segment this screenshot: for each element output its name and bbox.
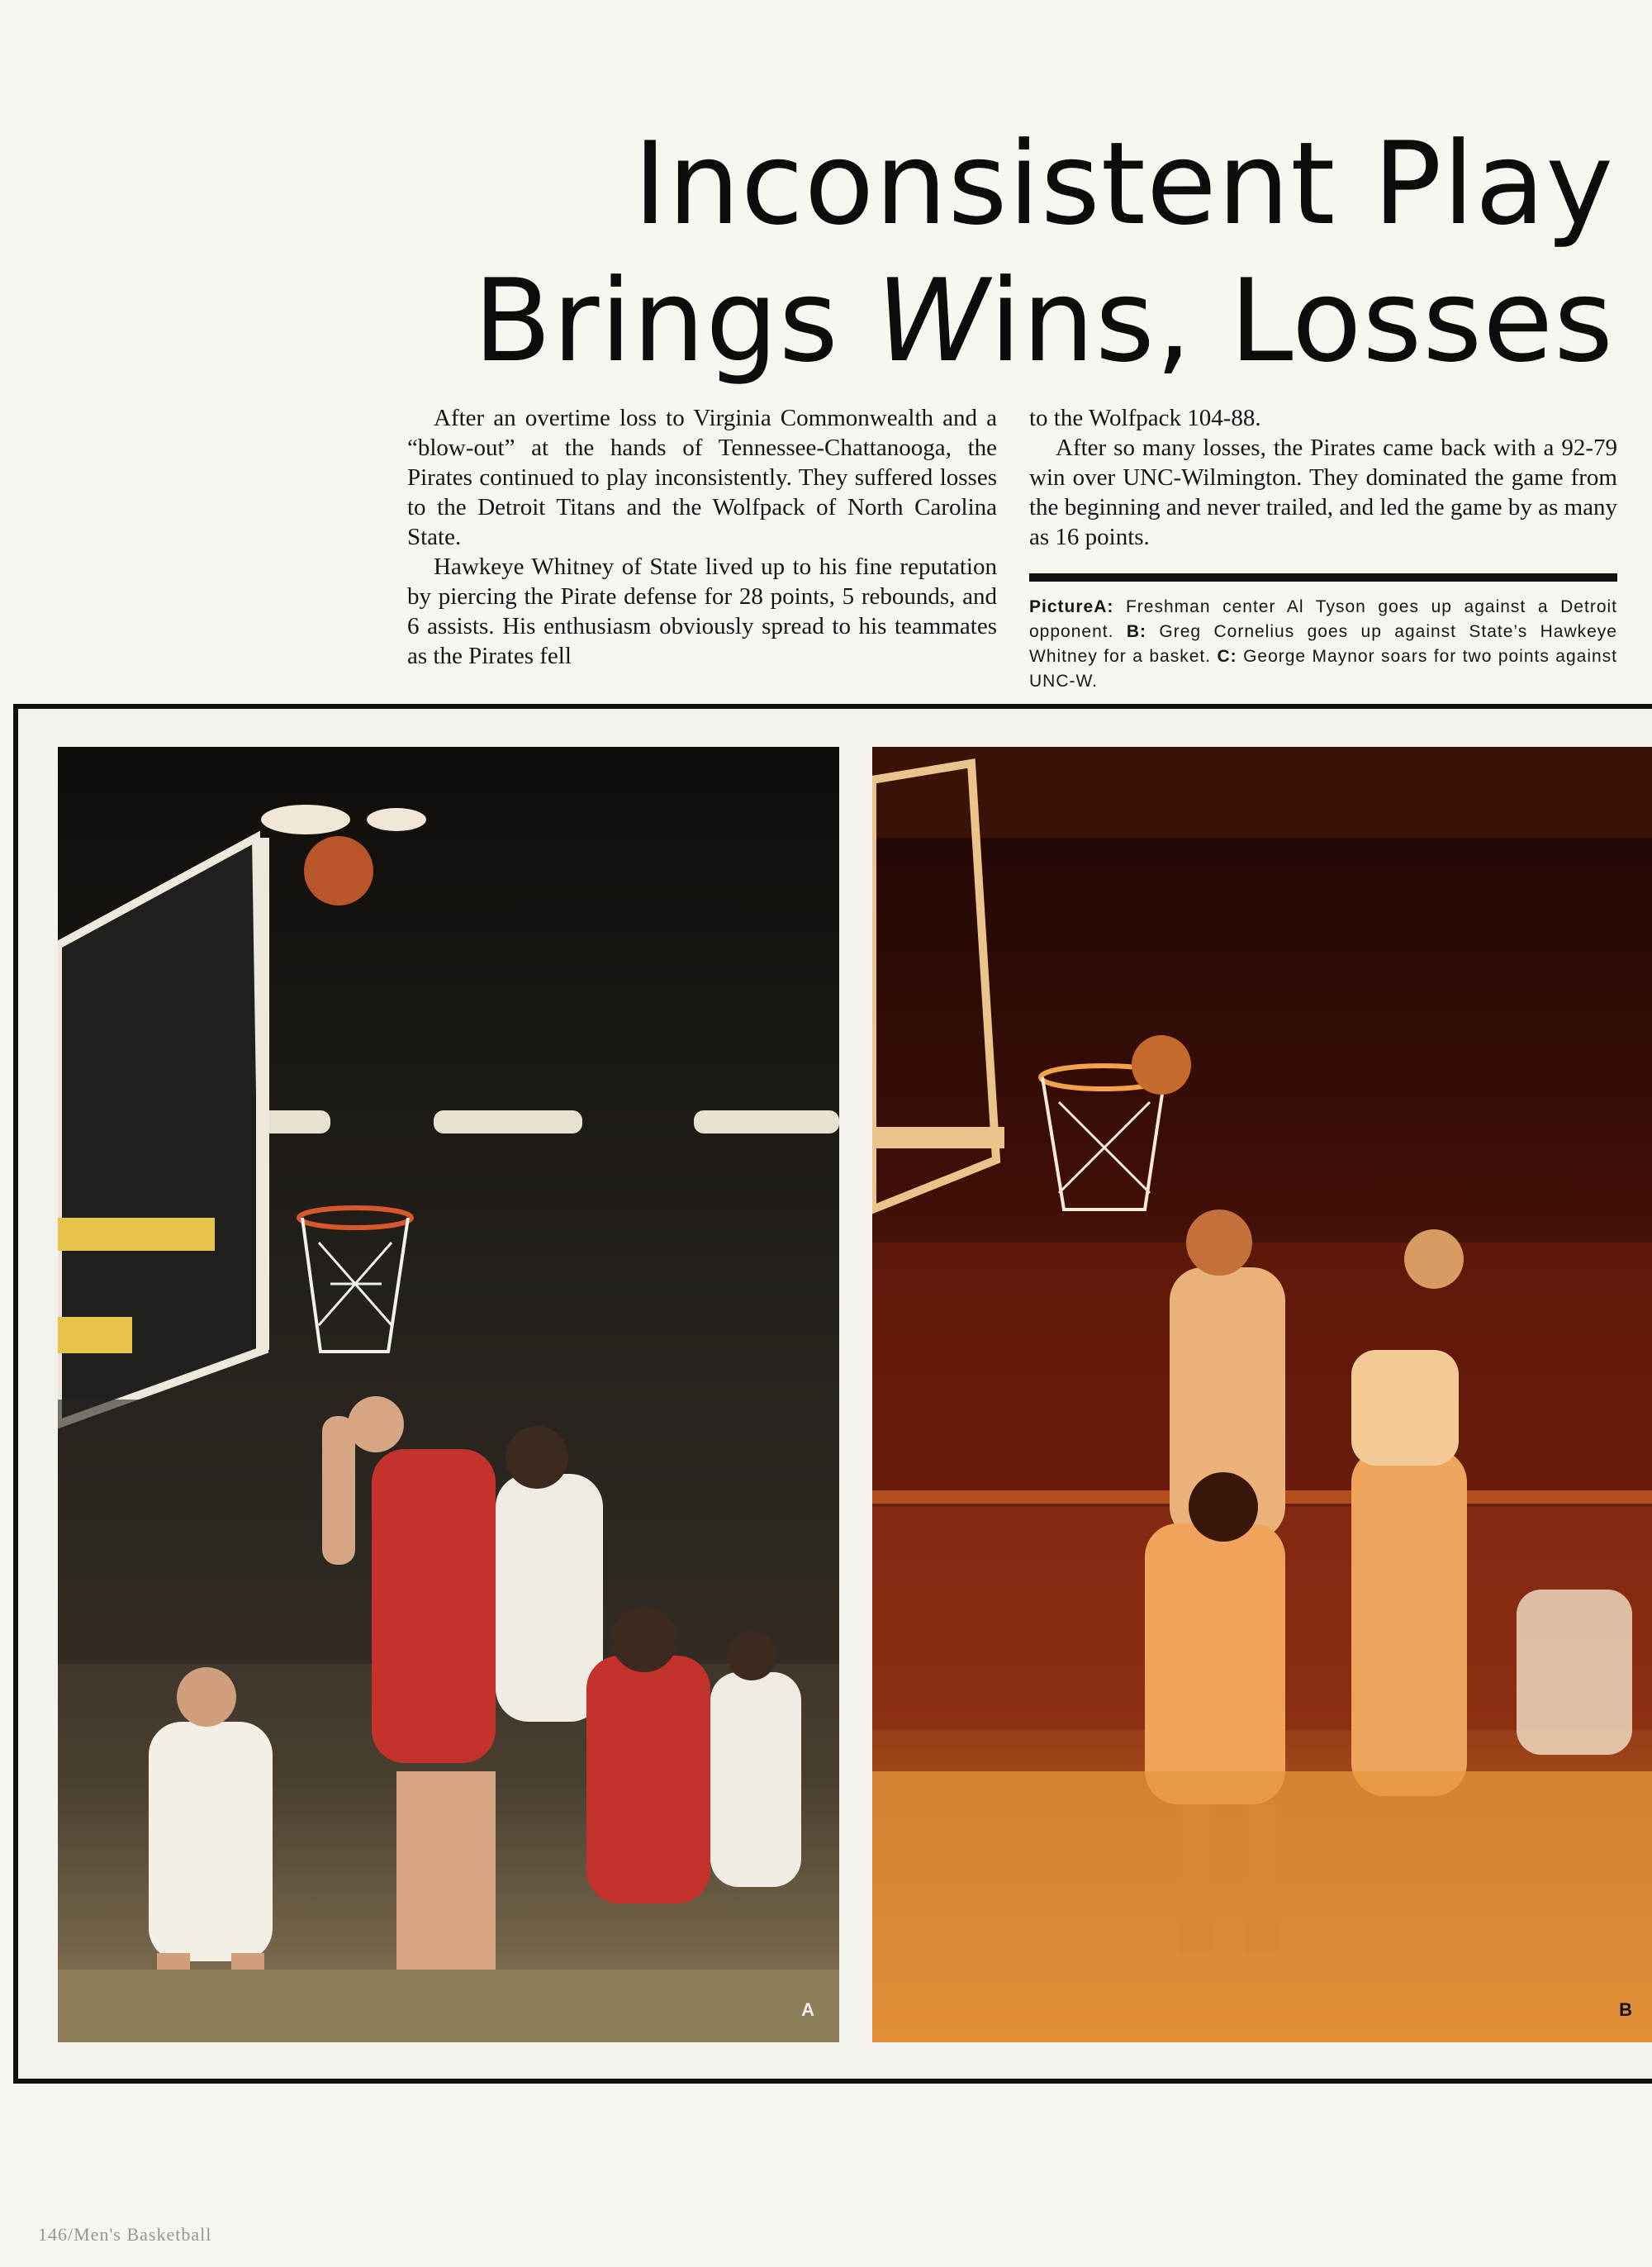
headline-line-2-start: Brings <box>473 254 876 387</box>
article-column-left <box>407 403 997 671</box>
caption-divider-rule <box>1029 573 1617 582</box>
photo-b-label: B <box>1619 1999 1632 2020</box>
page-folio: 146/Men's Basketball <box>38 2224 212 2245</box>
caption-text-c: George Maynor soars for two points against UNC-W. <box>1029 647 1617 691</box>
article-paragraph-2: Hawkeye Whitney of State lived up to his fine reputation by piercing the Pirate defense for 28 points, 5 rebounds, and 6 assists. His enthusiasm obviously spread to his teammates as the Pirates fell <box>407 554 997 669</box>
article-paragraph-2-continued: to the Wolfpack 104-88. <box>1029 405 1261 431</box>
caption-label-c: C: <box>1217 647 1237 666</box>
headline-line-2-end: ins, Losses <box>990 254 1614 387</box>
article-paragraph-3: After so many losses, the Pirates came back with a 92-79 win over UNC-Wilmington. They dominated the game from the beginning and never trailed, and led the game by as many as 16 points. <box>1029 435 1617 550</box>
photo-caption <box>1029 595 1617 694</box>
article-paragraph-1: After an overtime loss to Virginia Commonwealth and a “blow-out” at the hands of Tennessee-Chattanooga, the Pirates continued to play inconsistently. They suffered losses to the Detroit Titans and the Wolfpack of North Carolina State. <box>407 405 997 550</box>
photo-a-label: A <box>801 1999 814 2020</box>
headline-line-2 <box>375 253 1614 390</box>
caption-text-a: Freshman center Al Tyson goes up against a Detroit opponent. <box>1029 597 1617 641</box>
caption-label-b: B: <box>1126 622 1146 641</box>
photo-a <box>58 747 839 2042</box>
caption-text-b: Greg Cornelius goes up against State’s Hawkeye Whitney for a basket. <box>1029 622 1617 666</box>
caption-label-a: PictureA: <box>1029 597 1114 616</box>
headline-italic-w: W <box>876 254 990 387</box>
article-column-right <box>1029 403 1617 552</box>
photo-b <box>872 747 1652 2042</box>
photo-a-image <box>58 747 839 2042</box>
headline-line-1: Inconsistent Play <box>633 117 1614 250</box>
photo-b-image <box>872 747 1652 2042</box>
page-headline <box>375 116 1614 390</box>
